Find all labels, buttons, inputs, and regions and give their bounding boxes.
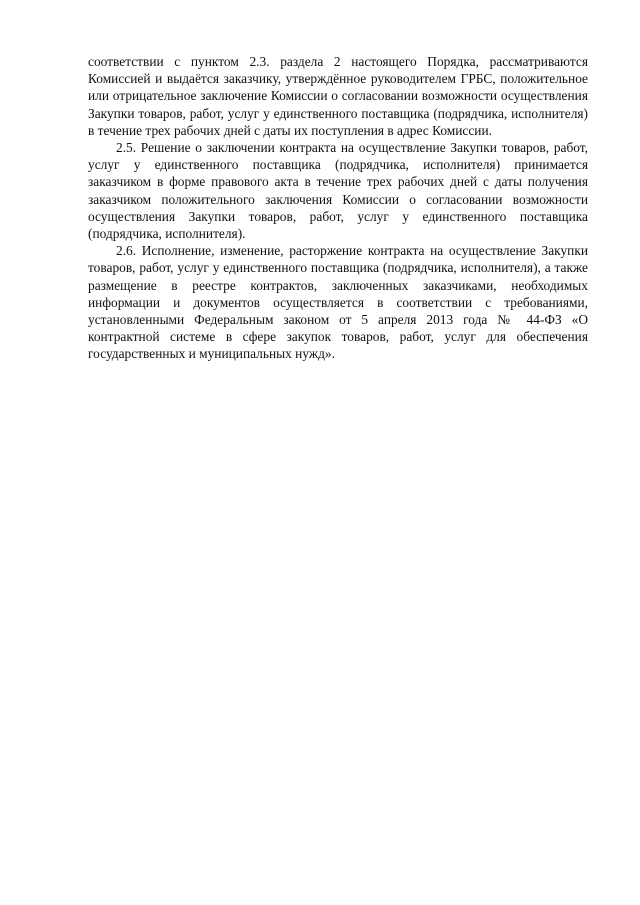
paragraph-2-5: 2.5. Решение о заключении контракта на осуществление Закупки товаров, работ, услуг у единственного поставщика (подрядчика, исполнителя) принимается заказчиком в форме правового акта в течение трех рабочих дней с даты получения заказчиком положительного заключения Комиссии о согласовании возможности осуществления Закупки товаров, работ, услуг у единственного поставщика (подрядчика, исполнителя). <box>88 140 588 242</box>
paragraph-2-6: 2.6. Исполнение, изменение, расторжение контракта на осуществление Закупки товаров, работ, услуг у единственного поставщика (подрядчика, исполнителя), а также размещение в реестре контрактов, заключенных заказчиками, необходимых информации и документов осуществляется в соответствии с требованиями, установленными Федеральным законом от 5 апреля 2013 года № 44-ФЗ «О контрактной системе в сфере закупок товаров, работ, услуг для обеспечения государственных и муниципальных нужд». <box>88 243 588 362</box>
paragraph-continuation: соответствии с пунктом 2.3. раздела 2 настоящего Порядка, рассматриваются Комиссией и выдаётся заказчику, утверждённое руководителем ГРБС, положительное или отрицательное заключение Комиссии о согласовании возможности осуществления Закупки товаров, работ, услуг у единственного поставщика (подрядчика, исполнителя) в течение трех рабочих дней с даты их поступления в адрес Комиссии. <box>88 54 588 138</box>
document-page <box>88 53 588 363</box>
